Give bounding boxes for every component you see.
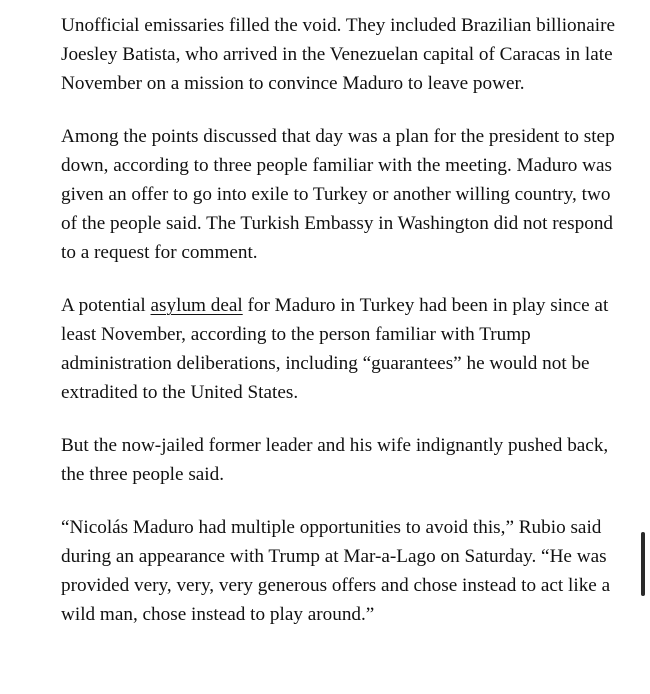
scrollbar-thumb[interactable]: [641, 532, 645, 596]
asylum-deal-link[interactable]: asylum deal: [150, 295, 243, 316]
paragraph: Unofficial emissaries filled the void. They included Brazilian billionaire Joesley Batista, who arrived in the Venezuelan capital of Caracas in late November on a mission to convince Maduro to leave power.: [61, 15, 615, 94]
paragraph-text: for Maduro in Turkey had been in play since at least November, according to the person familiar with Trump administration deliberations, including “guarantees” he would not be extradited to the United States.: [61, 295, 609, 403]
paragraph: Among the points discussed that day was a plan for the president to step down, according to three people familiar with the meeting. Maduro was given an offer to go into exile to Turkey or another willing country, two of the people said. The Turkish Embassy in Washington did not respond to a request for comment.: [61, 126, 615, 263]
paragraph: But the now-jailed former leader and his wife indignantly pushed back, the three people said.: [61, 435, 609, 485]
paragraph: [61, 291, 621, 407]
paragraph-text: A potential: [61, 295, 151, 316]
article-body: [61, 11, 621, 653]
paragraph: “Nicolás Maduro had multiple opportunities to avoid this,” Rubio said during an appearance with Trump at Mar-a-Lago on Saturday. “He was provided very, very, very generous offers and chose instead to act like a wild man, chose instead to play around.”: [61, 517, 611, 625]
